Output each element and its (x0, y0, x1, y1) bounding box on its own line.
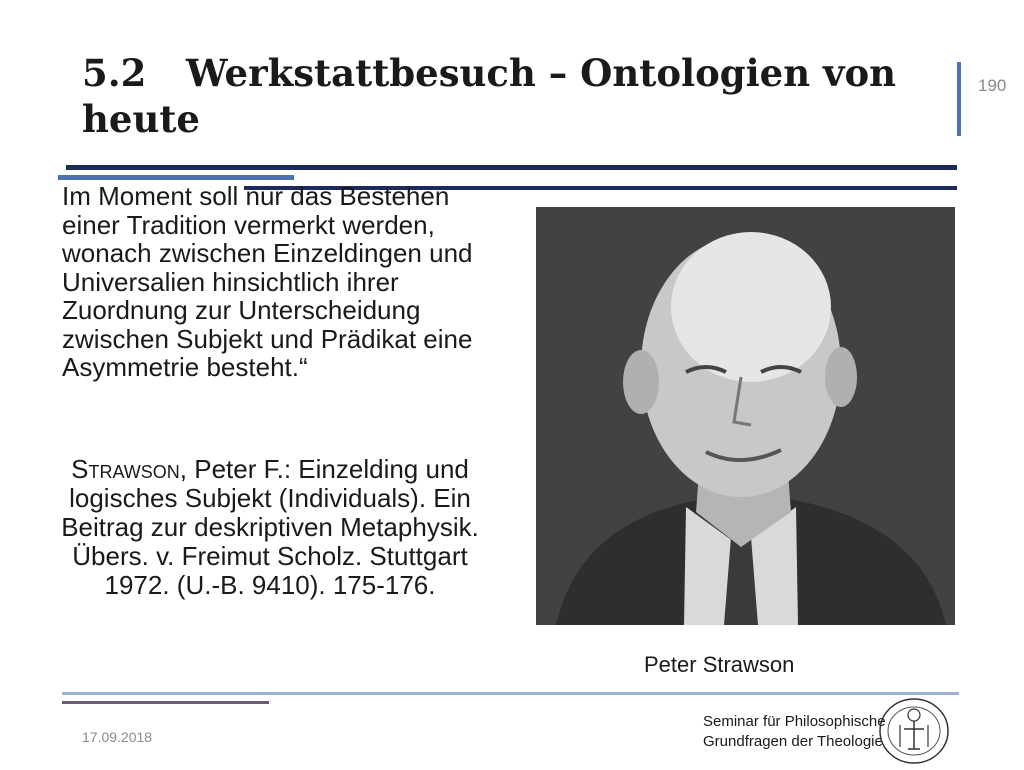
footer-date: 17.09.2018 (82, 729, 153, 745)
title-text: Werkstattbesuch – Ontologien von heute (82, 51, 897, 141)
photo-caption: Peter Strawson (644, 652, 795, 677)
page-number: 190 (978, 76, 1007, 95)
portrait-illustration (536, 207, 955, 625)
slide-title (82, 50, 942, 142)
portrait-photo (536, 207, 955, 625)
citation (58, 455, 482, 600)
page-number-divider (957, 62, 961, 136)
footer-rule-accent (62, 701, 269, 704)
seminar-line-1: Seminar für Philosophische (703, 713, 886, 730)
footer-rule (62, 692, 959, 695)
title-rule-accent (58, 175, 294, 180)
quote-text: Im Moment soll nur das Bestehen einer Tradition vermerkt werden, wonach zwischen Einzeldingen und Universalien hinsichtlich ihrer Zuordnung zur Unterscheidung zwischen Subjekt und Prädikat eine Asymmetrie besteht.“ (62, 181, 473, 382)
citation-author-surname: Strawson (71, 454, 180, 484)
seminar-line-2: Grundfragen der Theologie (703, 733, 883, 750)
title-number: 5.2 (82, 51, 147, 95)
citation-details: Einzelding und logisches Subjekt (Individuals). Ein Beitrag zur deskriptiven Metaphysik. Übers. v. Freimut Scholz. Stuttgart 1972. (U.-B. 9410). 175-176. (61, 454, 479, 600)
seminar-seal-logo (876, 697, 952, 765)
title-rule-dark (66, 165, 957, 170)
citation-author-given: , Peter F.: (179, 454, 292, 484)
seminar-name (703, 712, 886, 752)
